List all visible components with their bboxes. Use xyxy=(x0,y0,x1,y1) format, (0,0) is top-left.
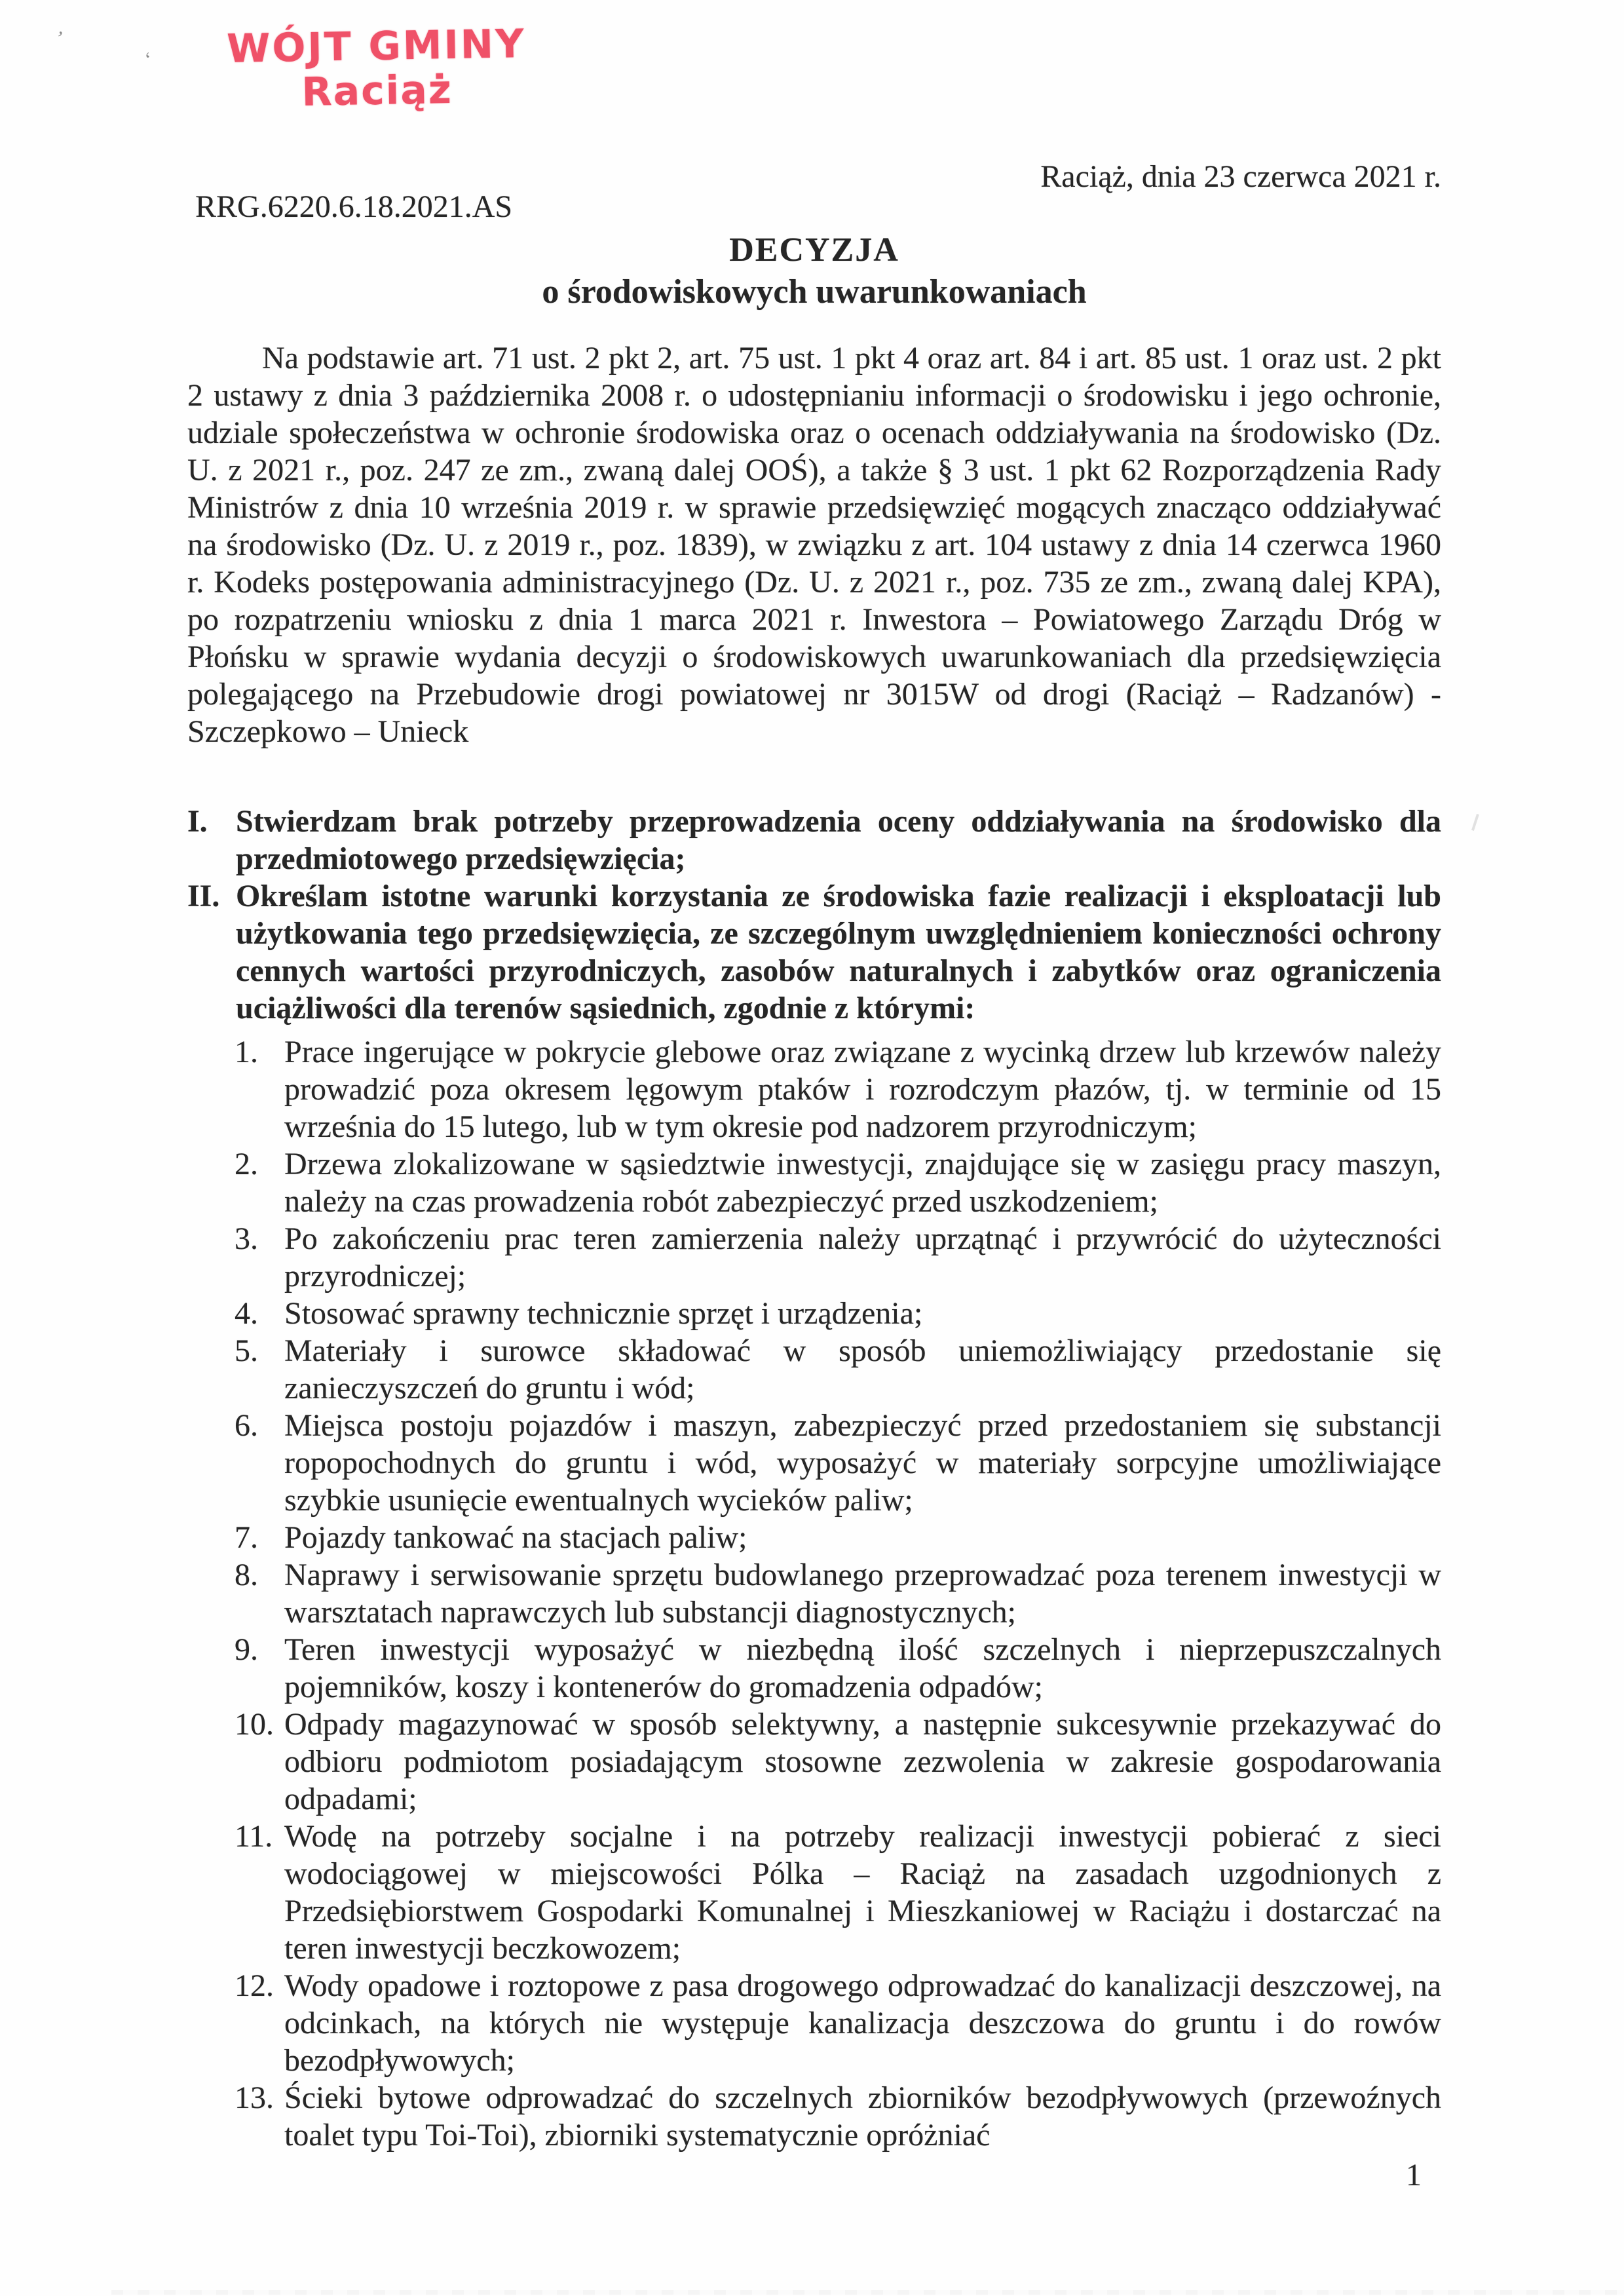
section-numeral: I. xyxy=(187,804,208,839)
stamp-municipality-name: Raciąż xyxy=(301,66,453,115)
decision-sections xyxy=(187,803,1441,1027)
reference-number: RRG.6220.6.18.2021.AS xyxy=(195,189,513,224)
list-item xyxy=(235,1033,1441,1145)
list-item xyxy=(235,2079,1441,2154)
item-text: Wodę na potrzeby socjalne i na potrzeby realizacji inwestycji pobierać z sieci wodociągowej w miejscowości Pólka – Raciąż na zasadach uzgodnionych z Przedsiębiorstwem Gospodarki Komunalnej i Mieszkaniowej w Raciążu i dostarczać na teren inwestycji beczkowozem; xyxy=(284,1819,1441,1966)
item-number: 13. xyxy=(235,2080,274,2115)
official-stamp xyxy=(222,22,531,117)
item-text: Pojazdy tankować na stacjach paliw; xyxy=(284,1520,747,1555)
page-number: 1 xyxy=(1406,2158,1422,2192)
item-text: Prace ingerujące w pokrycie glebowe oraz związane z wycinką drzew lub krzewów należy prowadzić poza okresem lęgowym ptaków i rozrodczym płazów, tj. w terminie od 15 września do 15 lutego, lub w tym okresie pod nadzorem przyrodniczym; xyxy=(284,1035,1441,1144)
list-item xyxy=(235,1519,1441,1556)
list-item xyxy=(235,1295,1441,1332)
list-item xyxy=(235,1220,1441,1295)
place-and-date-line: Raciąż, dnia 23 czerwca 2021 r. xyxy=(1040,159,1441,194)
item-number: 9. xyxy=(235,1632,258,1667)
conditions-list xyxy=(235,1033,1441,2154)
item-text: Stosować sprawny technicznie sprzęt i urządzenia; xyxy=(284,1296,923,1331)
item-number: 3. xyxy=(235,1221,258,1256)
section-numeral: II. xyxy=(187,879,220,913)
item-number: 5. xyxy=(235,1333,258,1368)
section-text: Określam istotne warunki korzystania ze środowiska fazie realizacji i eksploatacji lub użytkowania tego przedsięwzięcia, ze szczególnym uwzględnieniem konieczności ochrony cennych wartości przyrodniczych, zasobów naturalnych i zabytków oraz ograniczenia uciążliwości dla terenów sąsiednich, zgodnie z którymi: xyxy=(236,879,1441,1025)
item-number: 6. xyxy=(235,1408,258,1443)
item-number: 8. xyxy=(235,1558,258,1592)
item-text: Naprawy i serwisowanie sprzętu budowlanego przeprowadzać poza terenem inwestycji w warsztatach naprawczych lub substancji diagnostycznych; xyxy=(284,1558,1441,1630)
document-subtitle: o środowiskowych uwarunkowaniach xyxy=(542,273,1087,311)
list-item xyxy=(235,1145,1441,1220)
scan-bottom-edge-artifact xyxy=(111,2290,1624,2295)
item-text: Wody opadowe i roztopowe z pasa drogowego odprowadzać do kanalizacji deszczowej, na odcinkach, na których nie występuje kanalizacja deszczowa do gruntu i do rowów bezodpływowych; xyxy=(284,1968,1441,2078)
document-title: DECYZJA xyxy=(729,231,899,269)
item-text: Miejsca postoju pojazdów i maszyn, zabezpieczyć przed przedostaniem się substancji ropopochodnych do gruntu i wód, wyposażyć w materiały sorpcyjne umożliwiające szybkie usunięcie ewentualnych wycieków paliw; xyxy=(284,1408,1441,1518)
item-number: 1. xyxy=(235,1035,258,1069)
list-item xyxy=(235,1407,1441,1519)
item-text: Drzewa zlokalizowane w sąsiedztwie inwestycji, znajdujące się w zasięgu pracy maszyn, należy na czas prowadzenia robót zabezpieczyć przed uszkodzeniem; xyxy=(284,1147,1441,1219)
item-number: 4. xyxy=(235,1296,258,1331)
item-number: 11. xyxy=(235,1819,273,1854)
scan-speck: ʻ xyxy=(143,48,155,71)
item-number: 7. xyxy=(235,1520,258,1555)
item-text: Ścieki bytowe odprowadzać do szczelnych zbiorników bezodpływowych (przewoźnych toalet typu Toi-Toi), zbiorniki systematycznie opróżniać xyxy=(284,2080,1441,2152)
section-item xyxy=(187,803,1441,877)
list-item xyxy=(235,1556,1441,1631)
scan-speck: ʼ xyxy=(54,27,65,50)
intro-paragraph: Na podstawie art. 71 ust. 2 pkt 2, art. 75 ust. 1 pkt 4 oraz art. 84 i art. 85 ust. 1 oraz ust. 2 pkt 2 ustawy z dnia 3 października 2008 r. o udostępnianiu informacji o środowisku i jego ochronie, udziale społeczeństwa w ochronie środowiska oraz o ocenach oddziaływania na środowisko (Dz. U. z 2021 r., poz. 247 ze zm., zwaną dalej OOŚ), a także § 3 ust. 1 pkt 62 Rozporządzenia Rady Ministrów z dnia 10 września 2019 r. w sprawie przedsięwzięć mogących znacząco oddziaływać na środowisko (Dz. U. z 2019 r., poz. 1839), w związku z art. 104 ustawy z dnia 14 czerwca 1960 r. Kodeks postępowania administracyjnego (Dz. U. z 2021 r., poz. 735 ze zm., zwaną dalej KPA), po rozpatrzeniu wniosku z dnia 1 marca 2021 r. Inwestora – Powiatowego Zarządu Dróg w Płońsku w sprawie wydania decyzji o środowiskowych uwarunkowaniach dla przedsięwzięcia polegającego na Przebudowie drogi powiatowej nr 3015W od drogi (Raciąż – Radzanów) - Szczepkowo – Unieck xyxy=(187,341,1441,749)
list-item xyxy=(235,1332,1441,1407)
item-number: 12. xyxy=(235,1968,274,2003)
item-text: Teren inwestycji wyposażyć w niezbędną ilość szczelnych i nieprzepuszczalnych pojemników, koszy i kontenerów do gromadzenia odpadów; xyxy=(284,1632,1441,1704)
stamp-authority-name: WÓJT GMINY xyxy=(226,21,527,72)
list-item xyxy=(235,1967,1441,2079)
item-text: Materiały i surowce składować w sposób uniemożliwiający przedostanie się zanieczyszczeń do gruntu i wód; xyxy=(284,1333,1441,1406)
list-item xyxy=(235,1818,1441,1967)
item-text: Po zakończeniu prac teren zamierzenia należy uprzątnąć i przywrócić do użyteczności przyrodniczej; xyxy=(284,1221,1441,1293)
list-item xyxy=(235,1631,1441,1706)
document-body xyxy=(187,339,1441,2154)
item-number: 2. xyxy=(235,1147,258,1181)
item-number: 10. xyxy=(235,1707,274,1742)
section-text: Stwierdzam brak potrzeby przeprowadzenia oceny oddziaływania na środowisko dla przedmiotowego przedsięwzięcia; xyxy=(236,804,1441,876)
list-item xyxy=(235,1706,1441,1818)
scan-edge-artifact xyxy=(1471,814,1479,831)
item-text: Odpady magazynować w sposób selektywny, a następnie sukcesywnie przekazywać do odbioru podmiotom posiadającym stosowne zezwolenia w zakresie gospodarowania odpadami; xyxy=(284,1707,1441,1816)
section-item xyxy=(187,877,1441,1027)
